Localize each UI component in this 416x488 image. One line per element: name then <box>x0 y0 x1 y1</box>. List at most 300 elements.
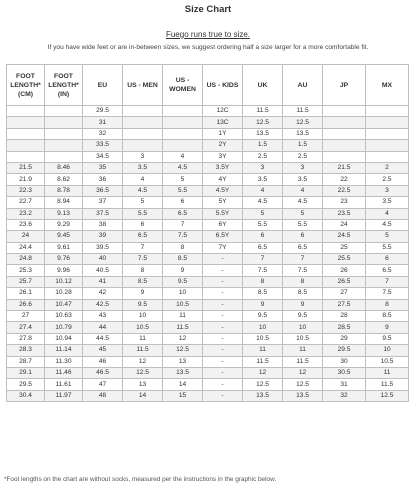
table-cell: 13 <box>123 379 163 390</box>
table-cell: 30.4 <box>7 390 45 401</box>
table-cell: 10.5 <box>163 299 203 310</box>
table-cell: 12.5 <box>283 379 323 390</box>
table-cell: 3Y <box>203 151 243 162</box>
table-cell: 9.45 <box>45 231 83 242</box>
table-cell: 37.5 <box>83 208 123 219</box>
table-cell: 10.94 <box>45 333 83 344</box>
table-row <box>7 197 409 208</box>
table-row <box>7 390 409 401</box>
table-row <box>7 322 409 333</box>
table-cell: 23.6 <box>7 219 45 230</box>
table-cell: 4 <box>163 151 203 162</box>
table-cell: 40.5 <box>83 265 123 276</box>
table-row <box>7 276 409 287</box>
column-header: MX <box>366 65 409 106</box>
table-cell: 36 <box>83 174 123 185</box>
table-cell: 9 <box>243 299 283 310</box>
table-cell <box>123 117 163 128</box>
table-cell <box>323 140 366 151</box>
table-cell: 7.5 <box>123 254 163 265</box>
table-cell: 3 <box>366 185 409 196</box>
table-cell: 11 <box>243 345 283 356</box>
table-cell: - <box>203 356 243 367</box>
table-cell <box>163 106 203 117</box>
table-cell: 5 <box>163 174 203 185</box>
table-cell: 3.5 <box>366 197 409 208</box>
table-cell: 10.47 <box>45 299 83 310</box>
table-cell: 33.5 <box>83 140 123 151</box>
table-cell: - <box>203 265 243 276</box>
table-cell: 6 <box>283 231 323 242</box>
table-cell: 2.5 <box>366 174 409 185</box>
table-cell: - <box>203 379 243 390</box>
table-cell: 42.5 <box>83 299 123 310</box>
table-cell: 10.5 <box>243 333 283 344</box>
table-cell: 10.5 <box>123 322 163 333</box>
table-cell: 11.5 <box>163 322 203 333</box>
table-cell: 25.3 <box>7 265 45 276</box>
table-cell: 12.5 <box>243 117 283 128</box>
table-cell: 47 <box>83 379 123 390</box>
table-cell: 6 <box>123 219 163 230</box>
table-cell: 7 <box>123 242 163 253</box>
table-cell: 7 <box>163 219 203 230</box>
table-cell: 5.5 <box>243 219 283 230</box>
table-cell <box>366 128 409 139</box>
table-cell: 34.5 <box>83 151 123 162</box>
table-cell: 9.96 <box>45 265 83 276</box>
table-cell: 11.5 <box>283 356 323 367</box>
table-row <box>7 174 409 185</box>
column-header: JP <box>323 65 366 106</box>
table-cell: 31 <box>83 117 123 128</box>
table-cell: 6.5 <box>283 242 323 253</box>
table-cell: 1.5 <box>243 140 283 151</box>
table-cell <box>45 140 83 151</box>
table-cell: 10.5 <box>283 333 323 344</box>
table-cell: 32 <box>323 390 366 401</box>
table-cell: 5.5 <box>123 208 163 219</box>
table-cell: 42 <box>83 288 123 299</box>
table-cell: 8.5 <box>283 288 323 299</box>
table-cell <box>123 128 163 139</box>
table-cell: 4.5Y <box>203 185 243 196</box>
table-cell: 6.5Y <box>203 231 243 242</box>
table-cell <box>163 128 203 139</box>
table-cell <box>323 117 366 128</box>
table-cell: 5 <box>366 231 409 242</box>
table-cell: 46.5 <box>83 367 123 378</box>
table-cell: 22 <box>323 174 366 185</box>
table-cell: 32 <box>83 128 123 139</box>
table-cell: 5.5 <box>283 219 323 230</box>
table-cell: 8.5 <box>243 288 283 299</box>
table-cell: 10 <box>163 288 203 299</box>
table-row <box>7 219 409 230</box>
table-cell: 38 <box>83 219 123 230</box>
table-cell: 21.5 <box>323 162 366 173</box>
table-cell: 44.5 <box>83 333 123 344</box>
table-cell: - <box>203 367 243 378</box>
table-cell: 4.5 <box>366 219 409 230</box>
table-cell: 7 <box>243 254 283 265</box>
table-cell: 27 <box>323 288 366 299</box>
fit-subtitle-link[interactable]: Fuego runs true to size. <box>165 30 251 39</box>
table-cell: 21.5 <box>7 162 45 173</box>
table-cell: 4 <box>243 185 283 196</box>
table-cell: 3 <box>283 162 323 173</box>
table-row <box>7 185 409 196</box>
table-cell: 13 <box>163 356 203 367</box>
table-cell: 11.5 <box>243 106 283 117</box>
table-cell: 4 <box>366 208 409 219</box>
table-cell: 28 <box>323 311 366 322</box>
table-cell: 10.12 <box>45 276 83 287</box>
table-cell: 22.5 <box>323 185 366 196</box>
table-row <box>7 288 409 299</box>
table-cell: 8.62 <box>45 174 83 185</box>
table-cell: 1Y <box>203 128 243 139</box>
table-cell: 3.5 <box>123 162 163 173</box>
table-cell: 30.5 <box>323 367 366 378</box>
table-cell: 10.5 <box>366 356 409 367</box>
table-cell <box>323 106 366 117</box>
table-cell: 8 <box>163 242 203 253</box>
table-row <box>7 242 409 253</box>
table-cell: 26.1 <box>7 288 45 299</box>
table-row <box>7 151 409 162</box>
table-cell <box>366 117 409 128</box>
table-cell: 11.97 <box>45 390 83 401</box>
table-row <box>7 367 409 378</box>
table-cell: 4.5 <box>163 162 203 173</box>
table-cell: 39.5 <box>83 242 123 253</box>
table-cell: 11.5 <box>243 356 283 367</box>
table-cell: 45 <box>83 345 123 356</box>
table-row <box>7 117 409 128</box>
table-cell: 27.4 <box>7 322 45 333</box>
table-cell: 12 <box>243 367 283 378</box>
column-header: FOOT LENGTH* (IN) <box>45 65 83 106</box>
table-cell: 11.5 <box>123 345 163 356</box>
table-cell: 27.5 <box>323 299 366 310</box>
table-cell: 6 <box>366 254 409 265</box>
table-cell: 15 <box>163 390 203 401</box>
table-cell: 14 <box>123 390 163 401</box>
table-cell: 29.5 <box>323 345 366 356</box>
table-cell: 12C <box>203 106 243 117</box>
column-header: US - WOMEN <box>163 65 203 106</box>
column-header: AU <box>283 65 323 106</box>
table-cell: 11.5 <box>366 379 409 390</box>
table-cell: 7 <box>366 276 409 287</box>
table-cell: 8.5 <box>123 276 163 287</box>
table-row <box>7 379 409 390</box>
table-cell: 12.5 <box>123 367 163 378</box>
table-cell: 7 <box>283 254 323 265</box>
table-cell: 5 <box>243 208 283 219</box>
table-body <box>7 106 409 402</box>
table-cell: 41 <box>83 276 123 287</box>
table-cell: 11.30 <box>45 356 83 367</box>
table-cell: 13.5 <box>243 128 283 139</box>
table-cell: 9.76 <box>45 254 83 265</box>
table-cell: 5 <box>123 197 163 208</box>
table-cell: - <box>203 288 243 299</box>
table-cell: 30 <box>323 356 366 367</box>
table-cell: 7.5 <box>366 288 409 299</box>
table-cell: 9.5 <box>366 333 409 344</box>
table-cell: 29 <box>323 333 366 344</box>
table-cell <box>7 151 45 162</box>
table-cell: 2.5 <box>243 151 283 162</box>
table-cell: 13.5 <box>283 390 323 401</box>
table-cell: 10.63 <box>45 311 83 322</box>
table-cell: 8.5 <box>366 311 409 322</box>
table-cell: 5.5 <box>163 185 203 196</box>
page-title: Size Chart <box>184 4 232 15</box>
table-cell: 13.5 <box>243 390 283 401</box>
table-cell: 8 <box>283 276 323 287</box>
table-cell: 5 <box>283 208 323 219</box>
table-cell: 23 <box>323 197 366 208</box>
table-cell <box>123 140 163 151</box>
table-cell: 11 <box>163 311 203 322</box>
table-cell <box>45 106 83 117</box>
table-cell: 11 <box>123 333 163 344</box>
table-cell: 10 <box>366 345 409 356</box>
table-cell: 14 <box>163 379 203 390</box>
table-cell: 9.5 <box>163 276 203 287</box>
table-cell: 11.61 <box>45 379 83 390</box>
table-cell: 40 <box>83 254 123 265</box>
table-row <box>7 265 409 276</box>
table-cell <box>323 128 366 139</box>
table-cell: 3.5 <box>243 174 283 185</box>
table-row <box>7 162 409 173</box>
table-cell: 11.46 <box>45 367 83 378</box>
table-row <box>7 106 409 117</box>
table-cell: 9 <box>366 322 409 333</box>
table-cell: 23.2 <box>7 208 45 219</box>
table-cell: 27 <box>7 311 45 322</box>
table-cell: 7Y <box>203 242 243 253</box>
table-cell: 3.5Y <box>203 162 243 173</box>
table-cell: 6Y <box>203 219 243 230</box>
table-cell <box>366 106 409 117</box>
table-cell: 10.28 <box>45 288 83 299</box>
table-cell <box>7 117 45 128</box>
table-cell: 29.1 <box>7 367 45 378</box>
table-cell: 13C <box>203 117 243 128</box>
table-cell: 48 <box>83 390 123 401</box>
table-row <box>7 333 409 344</box>
table-cell: 26 <box>323 265 366 276</box>
table-cell: 39 <box>83 231 123 242</box>
table-cell: 24.4 <box>7 242 45 253</box>
table-row <box>7 231 409 242</box>
table-cell <box>45 117 83 128</box>
table-cell: 13.5 <box>283 128 323 139</box>
table-cell: 4.5 <box>243 197 283 208</box>
table-cell <box>366 140 409 151</box>
table-cell: 12.5 <box>243 379 283 390</box>
table-cell: 12.5 <box>366 390 409 401</box>
table-cell: 28.3 <box>7 345 45 356</box>
table-cell <box>45 128 83 139</box>
table-cell: 26.6 <box>7 299 45 310</box>
footnote: *Foot lengths on the chart are without socks, measured per the instructions in the graphic below. <box>4 476 277 483</box>
table-cell: - <box>203 254 243 265</box>
table-cell: 37 <box>83 197 123 208</box>
table-row <box>7 356 409 367</box>
table-cell: 9.13 <box>45 208 83 219</box>
table-cell: 43 <box>83 311 123 322</box>
table-row <box>7 208 409 219</box>
table-row <box>7 128 409 139</box>
table-cell: 5Y <box>203 197 243 208</box>
table-cell: 10 <box>243 322 283 333</box>
table-cell: 7.5 <box>243 265 283 276</box>
table-cell: 11 <box>366 367 409 378</box>
table-cell: 6 <box>163 197 203 208</box>
table-cell: 9 <box>123 288 163 299</box>
table-cell: 9.5 <box>283 311 323 322</box>
table-cell: 24 <box>323 219 366 230</box>
table-cell: 27.8 <box>7 333 45 344</box>
table-cell: 7.5 <box>283 265 323 276</box>
table-cell: 2Y <box>203 140 243 151</box>
table-cell: 6.5 <box>123 231 163 242</box>
table-cell <box>123 106 163 117</box>
column-header: US - MEN <box>123 65 163 106</box>
table-cell: 25 <box>323 242 366 253</box>
table-cell: 11.14 <box>45 345 83 356</box>
table-cell: 6.5 <box>243 242 283 253</box>
table-cell: 6.5 <box>366 265 409 276</box>
table-cell: 6.5 <box>163 208 203 219</box>
table-cell: 21.9 <box>7 174 45 185</box>
table-cell: 12.5 <box>283 117 323 128</box>
size-chart-table <box>6 64 409 402</box>
table-cell: 3 <box>123 151 163 162</box>
table-cell: 9.5 <box>123 299 163 310</box>
table-cell: - <box>203 311 243 322</box>
table-cell: 8 <box>123 265 163 276</box>
table-cell: 6 <box>243 231 283 242</box>
table-cell: - <box>203 333 243 344</box>
table-cell: 24 <box>7 231 45 242</box>
table-cell: 5.5 <box>366 242 409 253</box>
table-cell <box>366 151 409 162</box>
column-header: US - KIDS <box>203 65 243 106</box>
table-cell: 8.5 <box>163 254 203 265</box>
table-row <box>7 345 409 356</box>
table-cell: 3 <box>243 162 283 173</box>
table-cell: 26.5 <box>323 276 366 287</box>
table-cell: 4 <box>283 185 323 196</box>
column-header: FOOT LENGTH* (CM) <box>7 65 45 106</box>
table-row <box>7 254 409 265</box>
table-cell: 12 <box>283 367 323 378</box>
table-cell: 8.78 <box>45 185 83 196</box>
table-cell: 4Y <box>203 174 243 185</box>
table-cell <box>45 151 83 162</box>
table-cell: 2 <box>366 162 409 173</box>
table-cell: 12 <box>163 333 203 344</box>
table-row <box>7 140 409 151</box>
fit-note: If you have wide feet or are in-between sizes, we suggest ordering half a size larger for a more comfortable fit. <box>47 44 369 51</box>
table-cell <box>7 140 45 151</box>
table-cell: 8 <box>243 276 283 287</box>
table-cell <box>163 117 203 128</box>
table-cell <box>323 151 366 162</box>
table-cell: - <box>203 322 243 333</box>
table-row <box>7 299 409 310</box>
table-cell: 29.5 <box>83 106 123 117</box>
table-cell: 22.7 <box>7 197 45 208</box>
table-cell <box>7 106 45 117</box>
table-cell: 9.61 <box>45 242 83 253</box>
table-cell <box>163 140 203 151</box>
table-cell: 28.7 <box>7 356 45 367</box>
table-cell: 46 <box>83 356 123 367</box>
table-cell: 28.5 <box>323 322 366 333</box>
column-header: EU <box>83 65 123 106</box>
table-cell: 8.46 <box>45 162 83 173</box>
table-cell: 36.5 <box>83 185 123 196</box>
table-cell: 5.5Y <box>203 208 243 219</box>
table-cell: 31 <box>323 379 366 390</box>
table-cell: - <box>203 299 243 310</box>
table-cell: 8 <box>366 299 409 310</box>
table-cell: 9 <box>283 299 323 310</box>
table-cell: 11.5 <box>283 106 323 117</box>
table-cell: 25.5 <box>323 254 366 265</box>
table-cell: 10 <box>283 322 323 333</box>
table-header-row <box>7 65 409 106</box>
table-cell: 1.5 <box>283 140 323 151</box>
table-cell: 9.5 <box>243 311 283 322</box>
table-cell: 23.5 <box>323 208 366 219</box>
table-cell: - <box>203 276 243 287</box>
table-cell: 7.5 <box>163 231 203 242</box>
table-cell: 24.5 <box>323 231 366 242</box>
table-cell: 4 <box>123 174 163 185</box>
table-cell: - <box>203 345 243 356</box>
table-cell: - <box>203 390 243 401</box>
table-cell: 13.5 <box>163 367 203 378</box>
table-cell: 12 <box>123 356 163 367</box>
table-cell: 22.3 <box>7 185 45 196</box>
column-header: UK <box>243 65 283 106</box>
table-cell: 9.29 <box>45 219 83 230</box>
table-cell: 8.94 <box>45 197 83 208</box>
table-cell: 35 <box>83 162 123 173</box>
table-cell: 11 <box>283 345 323 356</box>
table-cell: 12.5 <box>163 345 203 356</box>
table-cell: 4.5 <box>283 197 323 208</box>
table-cell: 24.8 <box>7 254 45 265</box>
table-cell: 44 <box>83 322 123 333</box>
table-cell: 10 <box>123 311 163 322</box>
table-row <box>7 311 409 322</box>
table-cell: 29.5 <box>7 379 45 390</box>
table-cell: 25.7 <box>7 276 45 287</box>
table-cell: 3.5 <box>283 174 323 185</box>
table-cell: 4.5 <box>123 185 163 196</box>
table-cell: 10.79 <box>45 322 83 333</box>
